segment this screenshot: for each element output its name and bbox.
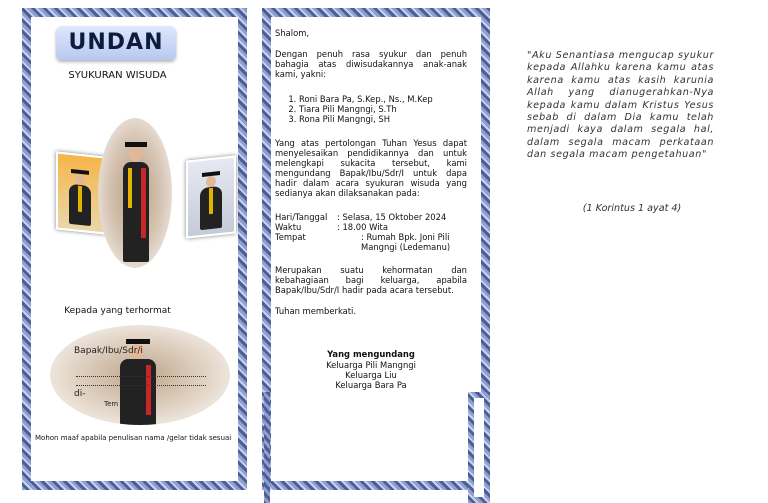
verse-reference: (1 Korintus 1 ayat 4) xyxy=(582,203,682,214)
time-value: : 18.00 Wita xyxy=(337,222,388,232)
family-name: Keluarga Pili Mangngi xyxy=(326,360,416,370)
graduate-photo-right xyxy=(186,155,236,238)
event-subtitle: SYUKURAN WISUDA xyxy=(68,70,167,81)
invitation-title-badge: UNDAN xyxy=(56,26,176,60)
date-label: Hari/Tanggal xyxy=(275,212,328,222)
place-value: Tem xyxy=(104,400,119,408)
recipient-line-2 xyxy=(76,385,206,386)
family-name: Keluarga Bara Pa xyxy=(335,380,407,390)
recipient-line xyxy=(76,376,206,377)
panel-edge xyxy=(264,392,276,503)
place-label: di- xyxy=(74,389,86,399)
blessing: Tuhan memberkati. xyxy=(275,306,357,316)
body-paragraph: Yang atas pertolongan Tuhan Yesus dapat menyelesaikan pendidikannya dan untuk melengkapi sukacita tersebut, kami mengundang Bapak/Ibu/Sdr/I untuk dapa hadir dalam acara syukuran wisuda yang sedianya akan dilaksanakan pada: xyxy=(275,138,467,198)
bible-verse: "Aku Senantiasa mengucap syukur kepada Allahku karena kamu atas karena kamu atas kasih karunia Allah yang dianugerahkan-Nya kepada kamu dalam Kristus Yesus sebab di dalam Dia kamu telah menjadi kaya dalam segala hal, dalam segala macam perkataan dan segala macam pengetahuan" xyxy=(527,50,714,161)
venue-value: : Rumah Bpk. Joni Pili Mangngi (Ledemanu) xyxy=(361,232,451,252)
graduate-list xyxy=(275,94,467,124)
recipient-label: Bapak/Ibu/Sdr/i xyxy=(74,346,143,356)
graduate-photo-main xyxy=(98,118,172,268)
venue-label: Tempat xyxy=(275,232,306,242)
salutation: Shalom, xyxy=(275,28,310,38)
panel-edge-right xyxy=(468,392,490,503)
closing-paragraph: Merupakan suatu kehormatan dan kebahagiaan bagi keluarga, apabila Bapak/Ibu/Sdr/I hadir pada acara tersebut. xyxy=(275,265,467,295)
event-details xyxy=(275,212,467,252)
list-item: 1. Roni Bara Pa, S.Kep., Ns., M.Kep xyxy=(299,94,467,104)
graduate-photo-bottom xyxy=(50,325,230,425)
greeting-text: Kepada yang terhormat xyxy=(64,306,171,316)
sign-title: Yang mengundang xyxy=(327,349,415,359)
list-item: 2. Tiara Pili Mangngi, S.Th xyxy=(299,104,467,114)
list-item: 3. Rona Pili Mangngi, SH xyxy=(299,114,467,124)
footnote: Mohon maaf apabila penulisan nama /gelar tidak sesuai xyxy=(35,434,232,442)
family-name: Keluarga Liu xyxy=(345,370,397,380)
date-value: : Selasa, 15 Oktober 2024 xyxy=(337,212,447,222)
intro-paragraph: Dengan penuh rasa syukur dan penuh bahagia atas diwisudakannya anak-anak kami, yakni: xyxy=(275,49,467,79)
time-label: Waktu xyxy=(275,222,302,232)
